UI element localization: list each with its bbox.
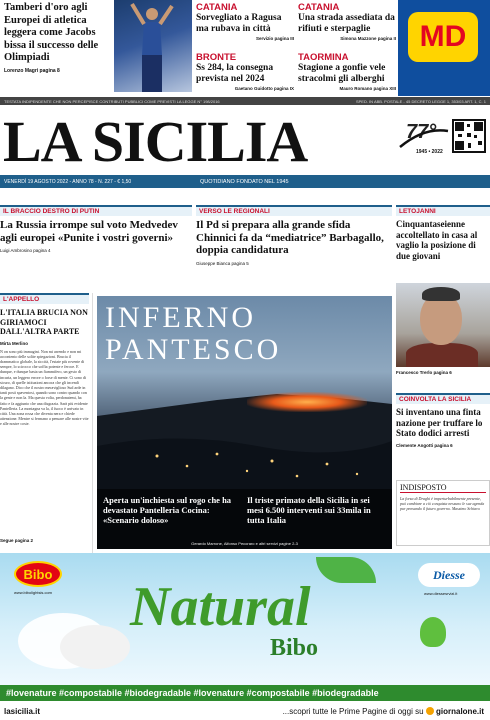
story-headline: Cinquantaseienne accoltellato in casa al vaglio la posizione di due giovani — [396, 219, 478, 261]
diesse-site: www.diessesrvizi.it — [424, 591, 458, 596]
story-byline: Giuseppe Bianca pagina 5 — [196, 260, 249, 266]
story-kicker: VERSO LE REGIONALI — [196, 205, 392, 216]
headline-byline: Gaetano Guidotto pagina IX — [234, 86, 294, 91]
md-advert[interactable] — [398, 0, 490, 96]
inferno-title — [105, 302, 281, 366]
letojanni-caption: Francesco Trerlo pagina 6 — [396, 370, 452, 375]
story-headline: Si inventano una finta nazione per truffare lo Stato dodici arresti — [396, 407, 483, 438]
story-coinvolta[interactable] — [396, 393, 490, 473]
natural-title: Natural — [130, 576, 311, 638]
shirt-shape — [406, 343, 478, 367]
top-teaser[interactable] — [0, 0, 112, 96]
appello-column[interactable] — [0, 293, 93, 553]
diesse-logo: Diesse — [418, 563, 480, 587]
hair-shape — [422, 287, 460, 301]
story-kicker: IL BRACCIO DESTRO DI PUTIN — [0, 205, 192, 216]
appello-kicker: L'APPELLO — [0, 293, 89, 304]
masthead-title[interactable]: LA SICILIA — [3, 109, 308, 174]
story-kicker: LETOJANNI — [396, 205, 490, 216]
indisposto-box[interactable] — [396, 480, 490, 546]
qr-code-icon[interactable] — [452, 119, 486, 153]
inferno-caption-left[interactable]: Aperta un'inchiesta sul rogo che ha devastato Pantelleria Cocina: «Scenario doloso» — [103, 495, 232, 525]
dateline-left: VENERDÌ 19 AGOSTO 2022 - ANNO 78 - N. 227 - € 1,50 — [4, 179, 132, 185]
indisposto-header: INDISPOSTO — [400, 483, 486, 493]
natural-bibo-advert[interactable] — [0, 553, 490, 701]
footer-promo-text: ...scopri tutte le Prime Pagine di oggi su — [282, 707, 424, 716]
appello-body: N on sono più immagini. Non mi arrendo e non mi accontento delle solite spiegazioni. Brucia il drammatico globale, la siccità, l'estate più rovente di sempre, lo scirocco che soffia potente e feroce. E dunque, e dunque basta un fiammifero, un gesto di incuria, un leggero errore o forse di mente. Ci sono di sicuro, di quelle istituzioni ancora che gli incendi dilagano. Dico che il nostro meraviglioso Sud arde in tanti posti spaventosi, quando sono contro quando con la gente e non la. Ma questa volta, perdonatemi, ha fatto e fa aggiunto che una disgrazia. Sarà più evidente Pantelleria. La montagna va la, il fuoco è arrivato in città. Una zona rossa che diventa nera e chiede attenzione. Mentre si fermano a pensare alle nostre vite e alle nostre coste. — [0, 348, 89, 427]
fire-glow — [247, 392, 367, 412]
headline-byline: Simona Mazzone pagina II — [340, 36, 396, 41]
inferno-title-line1: INFERNO — [105, 301, 257, 334]
legal-strip — [0, 97, 490, 105]
headline-text: Una strada assediata da rifiuti e sterpaglie — [298, 13, 395, 34]
appello-headline: L'ITALIA BRUCIA NON GIRIAMOCI DALL'ALTRA PARTE — [0, 308, 88, 336]
indisposto-text: La forza di Draghi è imperturbabilmente presente, può cambiare a ciò conquista nessuno le sue agenda pur pensando il futuro governo. Massimo Schiavo — [400, 496, 485, 511]
story-byline: Clemente Angotti pagina 6 — [396, 442, 453, 448]
headline-text: Stagione a gonfie vele stracolmi gli alberghi — [298, 63, 386, 84]
inferno-caption-right[interactable]: Il triste primato della Sicilia in sei mesi 6.500 interventi sui 33mila in tutta Italia — [247, 495, 371, 525]
section-label: TAORMINA — [298, 52, 349, 63]
story-headline: Il Pd si prepara alla grande sfida Chinnici fa da “mediatrice” Barbagallo, doppia candidatura — [196, 219, 384, 256]
inferno-caption-band — [97, 489, 392, 549]
inferno-title-line2: PANTESCO — [105, 333, 282, 366]
letojanni-photo — [396, 283, 490, 367]
lightbulb-icon — [420, 617, 446, 647]
dateline-founded: QUOTIDIANO FONDATO NEL 1945 — [200, 179, 289, 185]
teaser-byline: Lorenzo Magri pagina 8 — [4, 67, 60, 74]
bibo-logo: Bibo — [14, 561, 62, 587]
plate-shape — [60, 625, 130, 669]
inferno-credit: Gerardo Marrone, Alfonso Pecoraro e altri servizi pagine 2-3 — [191, 541, 298, 546]
inferno-photo[interactable] — [97, 296, 392, 549]
headline-byline: Servizio pagina III — [255, 36, 294, 41]
section-label: CATANIA — [196, 2, 238, 13]
story-headline: La Russia irrompe sul voto Medvedev agli europei «Punite i vostri governi» — [0, 219, 178, 244]
teaser-headline: Tamberi d'oro agli Europei di atletica leggera come Jacobs bissa il successo delle Olimpiadi — [4, 2, 99, 63]
leaf-icon — [316, 557, 376, 583]
story-putin[interactable] — [0, 205, 192, 287]
giornalone-logo-icon — [426, 707, 434, 715]
headline-catania-2[interactable] — [298, 2, 396, 41]
footer — [0, 703, 490, 720]
appello-byline: Mirta Merlino — [0, 340, 29, 346]
headline-catania-1[interactable] — [196, 2, 294, 41]
anniversary-number: 77° — [406, 121, 437, 143]
footer-site-link[interactable]: lasicilia.it — [4, 707, 41, 716]
headline-text: Sorvegliato a Ragusa ma rubava in città — [196, 13, 282, 34]
story-kicker: COINVOLTA LA SICILIA — [396, 393, 490, 404]
section-label: CATANIA — [298, 2, 340, 13]
footer-giornalone-link[interactable]: giornalone.it — [436, 707, 484, 716]
footer-right — [283, 707, 484, 716]
headline-byline: Mauro Romano pagina XIII — [339, 86, 396, 91]
headline-bronte[interactable] — [196, 52, 294, 91]
story-regionali[interactable] — [196, 205, 392, 287]
story-letojanni[interactable] — [396, 205, 490, 287]
section-label: BRONTE — [196, 52, 237, 63]
headline-text: Ss 284, la consegna prevista nel 2024 — [196, 63, 274, 84]
masthead — [0, 109, 490, 174]
bibo-site: www.bibolightsis.com — [14, 590, 53, 595]
md-logo: MD — [408, 12, 478, 62]
natural-brand: Bibo — [270, 635, 319, 661]
anniversary-years: 1945 • 2022 — [416, 149, 443, 155]
legal-left: TESTATA INDIPENDENTE CHE NON PERCEPISCE CONTRIBUTI PUBBLICI COME PREVISTI LA LEGGE N° 198/2016 — [4, 99, 220, 104]
legal-right: SPED. IN ABB. POSTALE - 45 DECRETO LEGGE 1, 353/03 ART. 1, C. 1 — [355, 99, 486, 104]
anniversary-logo — [398, 121, 450, 161]
dateline-bar — [0, 175, 490, 188]
story-byline: Luigi Ambrosino pagina 4 — [0, 248, 51, 253]
appello-continue[interactable]: Segue pagina 2 — [0, 537, 34, 543]
hashtag-strip: #lovenature #compostabile #biodegradable #lovenature #compostabile #biodegradable — [0, 685, 490, 701]
athlete-photo — [114, 0, 192, 92]
headline-taormina[interactable] — [298, 52, 396, 91]
